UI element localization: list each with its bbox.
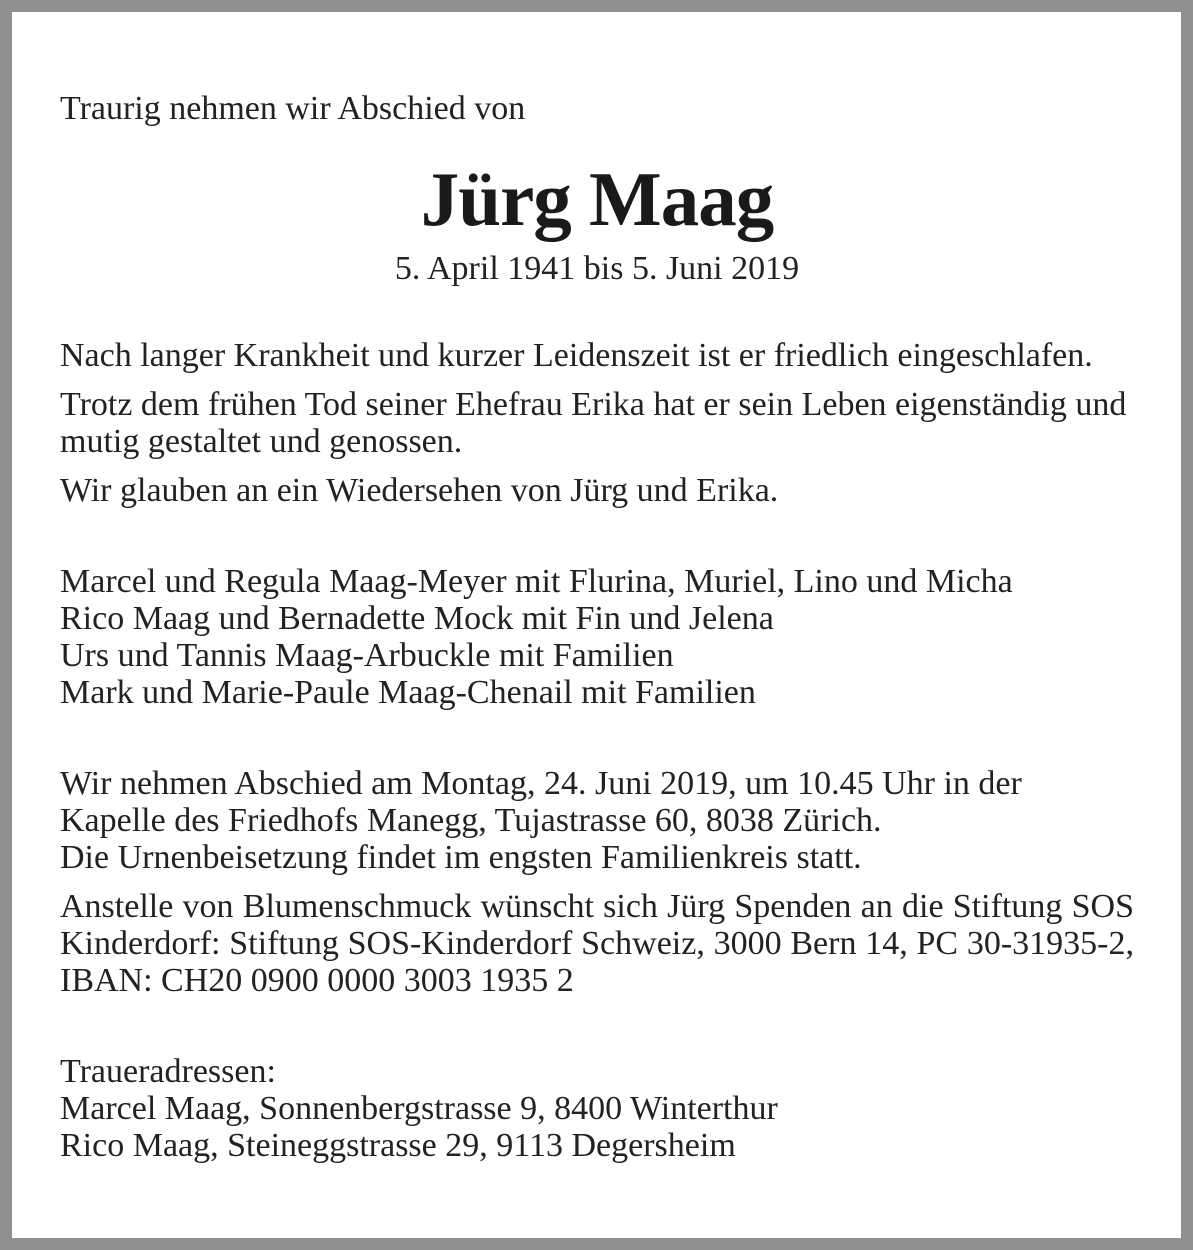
address-line: Rico Maag, Steineggstrasse 29, 9113 Degersheim [60,1127,736,1164]
addresses-heading: Traueradressen: [60,1053,276,1090]
intro-line: Traurig nehmen wir Abschied von [60,90,526,127]
paragraph-life: Trotz dem frühen Tod seiner Ehefrau Erika hat er sein Leben eigenständig und mutig gestaltet und genossen. [60,386,1127,460]
family-list [60,563,1134,711]
mourning-addresses [60,1053,1134,1164]
address-line: Marcel Maag, Sonnenbergstrasse 9, 8400 Winterthur [60,1090,778,1127]
donation-info: Anstelle von Blumenschmuck wünscht sich Jürg Spenden an die Stiftung SOS Kinderdorf: Stiftung SOS-Kinderdorf Schweiz, 3000 Bern 14, PC 30-31935-2, IBAN: CH20 0900 0000 3003 1935 2 [60,888,1134,999]
service-info [60,765,1134,876]
deceased-name: Jürg Maag [420,156,774,242]
notice-content [60,90,1134,1164]
service-line: Kapelle des Friedhofs Manegg, Tujastrasse 60, 8038 Zürich. [60,802,882,839]
service-line: Die Urnenbeisetzung findet im engsten Familienkreis statt. [60,839,862,876]
life-dates: 5. April 1941 bis 5. Juni 2019 [394,250,800,287]
family-line: Rico Maag und Bernadette Mock mit Fin und Jelena [60,600,774,637]
paragraph-reunion: Wir glauben an ein Wiedersehen von Jürg und Erika. [60,472,779,509]
family-line: Mark und Marie-Paule Maag-Chenail mit Familien [60,674,756,711]
family-line: Marcel und Regula Maag-Meyer mit Flurina, Muriel, Lino und Micha [60,563,1013,600]
family-line: Urs und Tannis Maag-Arbuckle mit Familien [60,637,674,674]
obituary-notice [12,12,1181,1238]
paragraph-illness: Nach langer Krankheit und kurzer Leidenszeit ist er friedlich eingeschlafen. [60,337,1093,374]
service-line: Wir nehmen Abschied am Montag, 24. Juni 2019, um 10.45 Uhr in der [60,765,1022,802]
